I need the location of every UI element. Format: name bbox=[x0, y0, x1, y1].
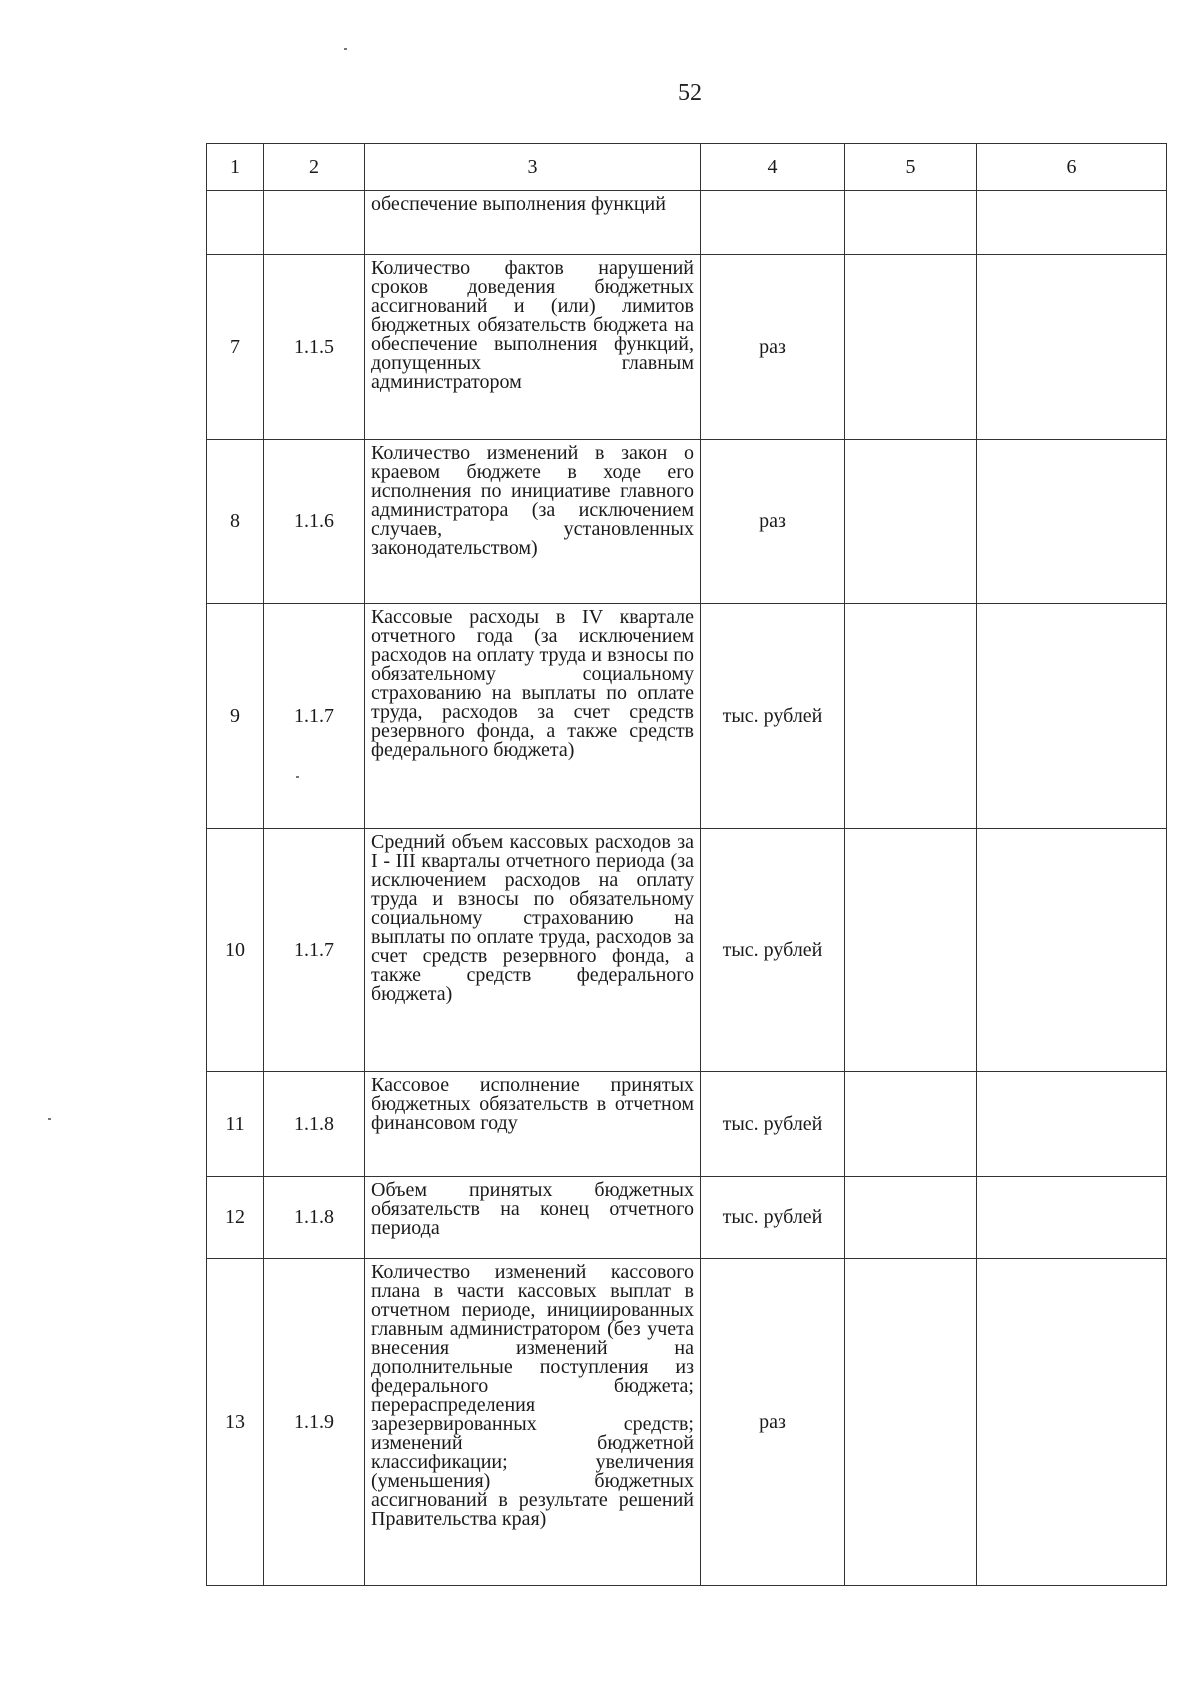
unit-of-measure: тыс. рублей bbox=[701, 829, 845, 1072]
row-number: 11 bbox=[207, 1072, 264, 1177]
indicator-code bbox=[264, 191, 365, 255]
value-cell-6 bbox=[977, 1072, 1167, 1177]
indicator-description-text: Количество изменений в закон о краевом бюджете в ходе его исполнения по инициативе главного администратора (за исключением случаев, установленных законодательством) bbox=[371, 442, 694, 559]
table-row bbox=[207, 191, 1167, 255]
value-cell-5 bbox=[845, 1072, 977, 1177]
indicator-description bbox=[365, 1177, 701, 1259]
unit-of-measure: тыс. рублей bbox=[701, 1072, 845, 1177]
table-row bbox=[207, 829, 1167, 1072]
value-cell-5 bbox=[845, 604, 977, 829]
value-cell-6 bbox=[977, 255, 1167, 440]
table-row bbox=[207, 255, 1167, 440]
value-cell-6 bbox=[977, 1177, 1167, 1259]
value-cell-6 bbox=[977, 191, 1167, 255]
indicator-description-text: Количество изменений кассового плана в части кассовых выплат в отчетном периоде, инициированных главным администратором (без учета внесения изменений на дополнительные поступления из федерального бюджета; перераспределения зарезервированных средств; изменений бюджетной классификации; увеличения (уменьшения) бюджетных ассигнований в результате решений Правительства края) bbox=[371, 1261, 694, 1530]
table-row bbox=[207, 1072, 1167, 1177]
value-cell-6 bbox=[977, 1259, 1167, 1586]
indicator-description bbox=[365, 255, 701, 440]
page-number: 52 bbox=[678, 80, 702, 106]
header-cell: 3 bbox=[365, 144, 701, 191]
value-cell-5 bbox=[845, 829, 977, 1072]
unit-of-measure: тыс. рублей bbox=[701, 604, 845, 829]
unit-of-measure bbox=[701, 191, 845, 255]
indicator-description-text: Кассовое исполнение принятых бюджетных обязательств в отчетном финансовом году bbox=[371, 1074, 694, 1134]
table-row bbox=[207, 1177, 1167, 1259]
row-number: 12 bbox=[207, 1177, 264, 1259]
value-cell-6 bbox=[977, 829, 1167, 1072]
indicator-description-text: Количество фактов нарушений сроков доведения бюджетных ассигнований и (или) лимитов бюджетных обязательств бюджета на обеспечение выполнения функций, допущенных главным администратором bbox=[371, 257, 694, 393]
row-number: 8 bbox=[207, 440, 264, 604]
value-cell-5 bbox=[845, 440, 977, 604]
indicator-description-text: обеспечение выполнения функций bbox=[371, 193, 666, 215]
unit-of-measure: раз bbox=[701, 255, 845, 440]
header-cell: 6 bbox=[977, 144, 1167, 191]
indicator-code: 1.1.9 bbox=[264, 1259, 365, 1586]
value-cell-5 bbox=[845, 191, 977, 255]
header-cell: 5 bbox=[845, 144, 977, 191]
indicators-table bbox=[206, 143, 1167, 1586]
unit-of-measure: раз bbox=[701, 440, 845, 604]
value-cell-5 bbox=[845, 1259, 977, 1586]
row-number: 13 bbox=[207, 1259, 264, 1586]
header-cell: 2 bbox=[264, 144, 365, 191]
indicator-description-text: Кассовые расходы в IV квартале отчетного года (за исключением расходов на оплату труда и взносы по обязательному социальному страхованию на выплаты по оплате труда, расходов за счет средств резервного фонда, а также средств федерального бюджета) bbox=[371, 606, 694, 761]
table-row bbox=[207, 1259, 1167, 1586]
row-number: 7 bbox=[207, 255, 264, 440]
row-number: 10 bbox=[207, 829, 264, 1072]
value-cell-5 bbox=[845, 1177, 977, 1259]
table-header-row bbox=[207, 144, 1167, 191]
header-cell: 4 bbox=[701, 144, 845, 191]
indicator-code: 1.1.8 bbox=[264, 1072, 365, 1177]
table-row bbox=[207, 604, 1167, 829]
unit-of-measure: тыс. рублей bbox=[701, 1177, 845, 1259]
table-row bbox=[207, 440, 1167, 604]
row-number: 9 bbox=[207, 604, 264, 829]
indicator-description bbox=[365, 604, 701, 829]
indicator-description-text: Средний объем кассовых расходов за I - III кварталы отчетного периода (за исключением расходов на оплату труда и взносы по обязательному социальному страхованию на выплаты по оплате труда, расходов за счет средств резервного фонда, а также средств федерального бюджета) bbox=[371, 831, 694, 1005]
indicator-code: 1.1.5 bbox=[264, 255, 365, 440]
indicator-description bbox=[365, 191, 701, 255]
indicator-description bbox=[365, 1072, 701, 1177]
indicator-code: 1.1.7 bbox=[264, 829, 365, 1072]
row-number bbox=[207, 191, 264, 255]
scan-mark bbox=[344, 48, 347, 50]
indicator-code: 1.1.7 bbox=[264, 604, 365, 829]
unit-of-measure: раз bbox=[701, 1259, 845, 1586]
indicator-description bbox=[365, 1259, 701, 1586]
value-cell-5 bbox=[845, 255, 977, 440]
indicator-description-text: Объем принятых бюджетных обязательств на конец отчетного периода bbox=[371, 1179, 694, 1239]
value-cell-6 bbox=[977, 440, 1167, 604]
indicator-code: 1.1.8 bbox=[264, 1177, 365, 1259]
value-cell-6 bbox=[977, 604, 1167, 829]
scan-mark bbox=[48, 1118, 51, 1120]
indicator-description bbox=[365, 829, 701, 1072]
indicator-description bbox=[365, 440, 701, 604]
indicator-code: 1.1.6 bbox=[264, 440, 365, 604]
header-cell: 1 bbox=[207, 144, 264, 191]
